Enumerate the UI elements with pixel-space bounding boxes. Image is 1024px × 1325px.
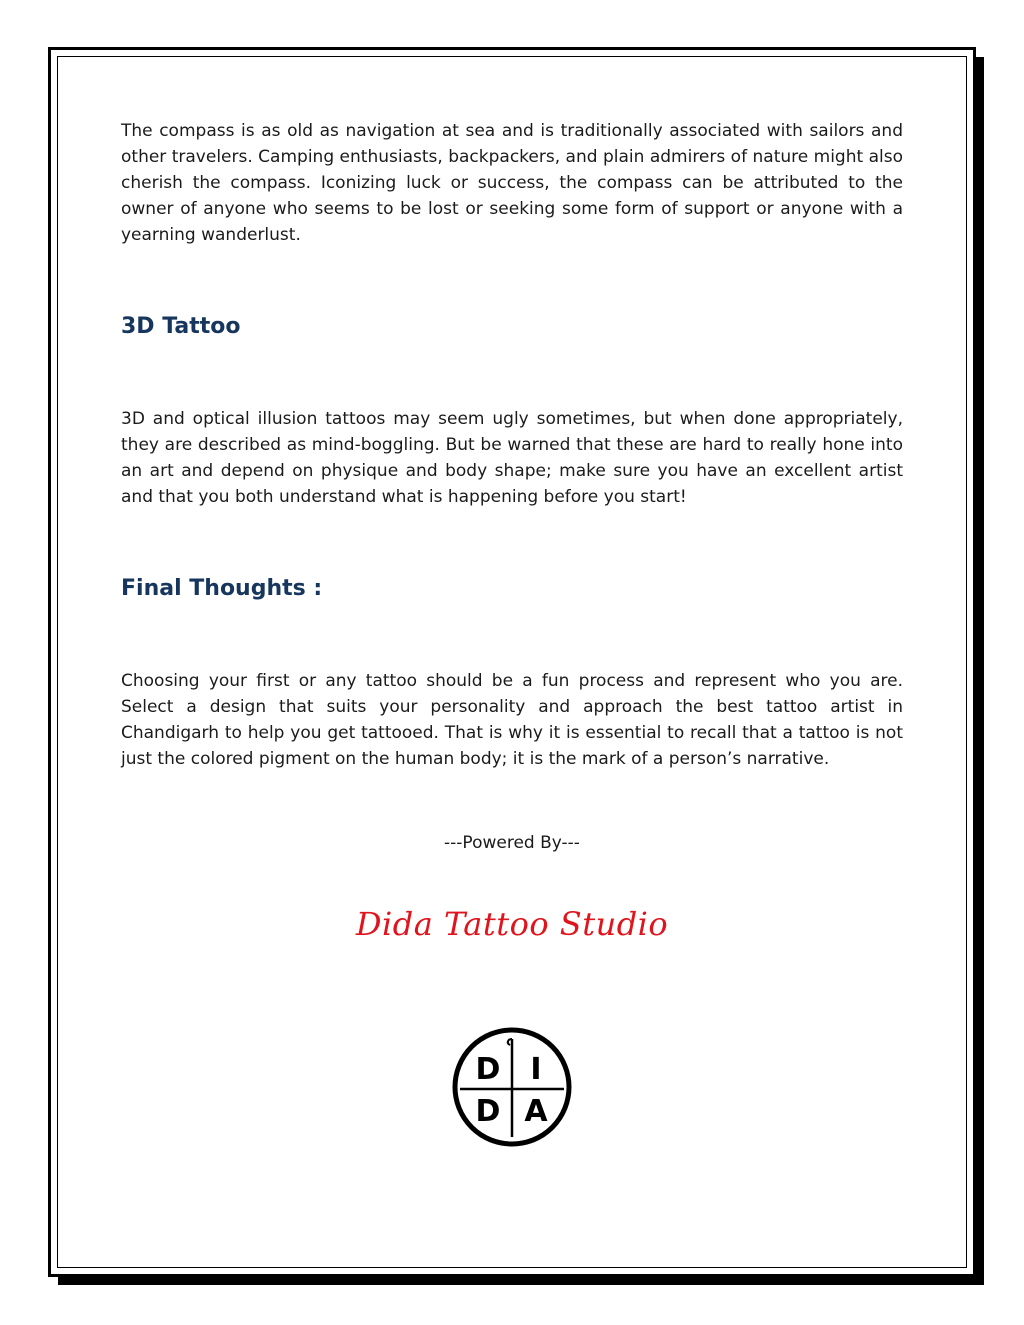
tattoo-3d-paragraph: 3D and optical illusion tattoos may seem ugly sometimes, but when done appropriately, they are described as mind-boggling. But be warned that these are hard to really hone into an art and depend on physique and body shape; make sure you have an excellent artist and that you both understand what is happening before you start! [121,409,903,507]
logo-letter-a: A [524,1094,548,1129]
compass-paragraph: The compass is as old as navigation at sea and is traditionally associated with sailors and other travelers. Camping enthusiasts, backpackers, and plain admirers of nature might also cherish the compass. Iconizing luck or success, the compass can be attributed to the owner of anyone who seems to be lost or seeking some form of support or anyone with a yearning wanderlust. [121,121,903,245]
heading-3d-tattoo: 3D Tattoo [121,314,241,339]
studio-name: Dida Tattoo Studio [355,905,669,943]
powered-by-text: ---Powered By--- [444,833,580,853]
logo-icon [450,1025,574,1149]
heading-final-thoughts: Final Thoughts : [121,576,323,601]
logo-letter-d1: D [475,1052,501,1087]
document-body [121,118,903,944]
studio-logo [450,1025,574,1149]
logo-letter-i: I [530,1052,542,1087]
final-thoughts-paragraph: Choosing your first or any tattoo should be a fun process and represent who you are. Select a design that suits your personality and approach the best tattoo artist in Chandigarh to help you get tattooed. That is why it is essential to recall that a tattoo is not just the colored pigment on the human body; it is the mark of a person’s narrative. [121,671,903,769]
logo-letter-d2: D [475,1094,501,1129]
